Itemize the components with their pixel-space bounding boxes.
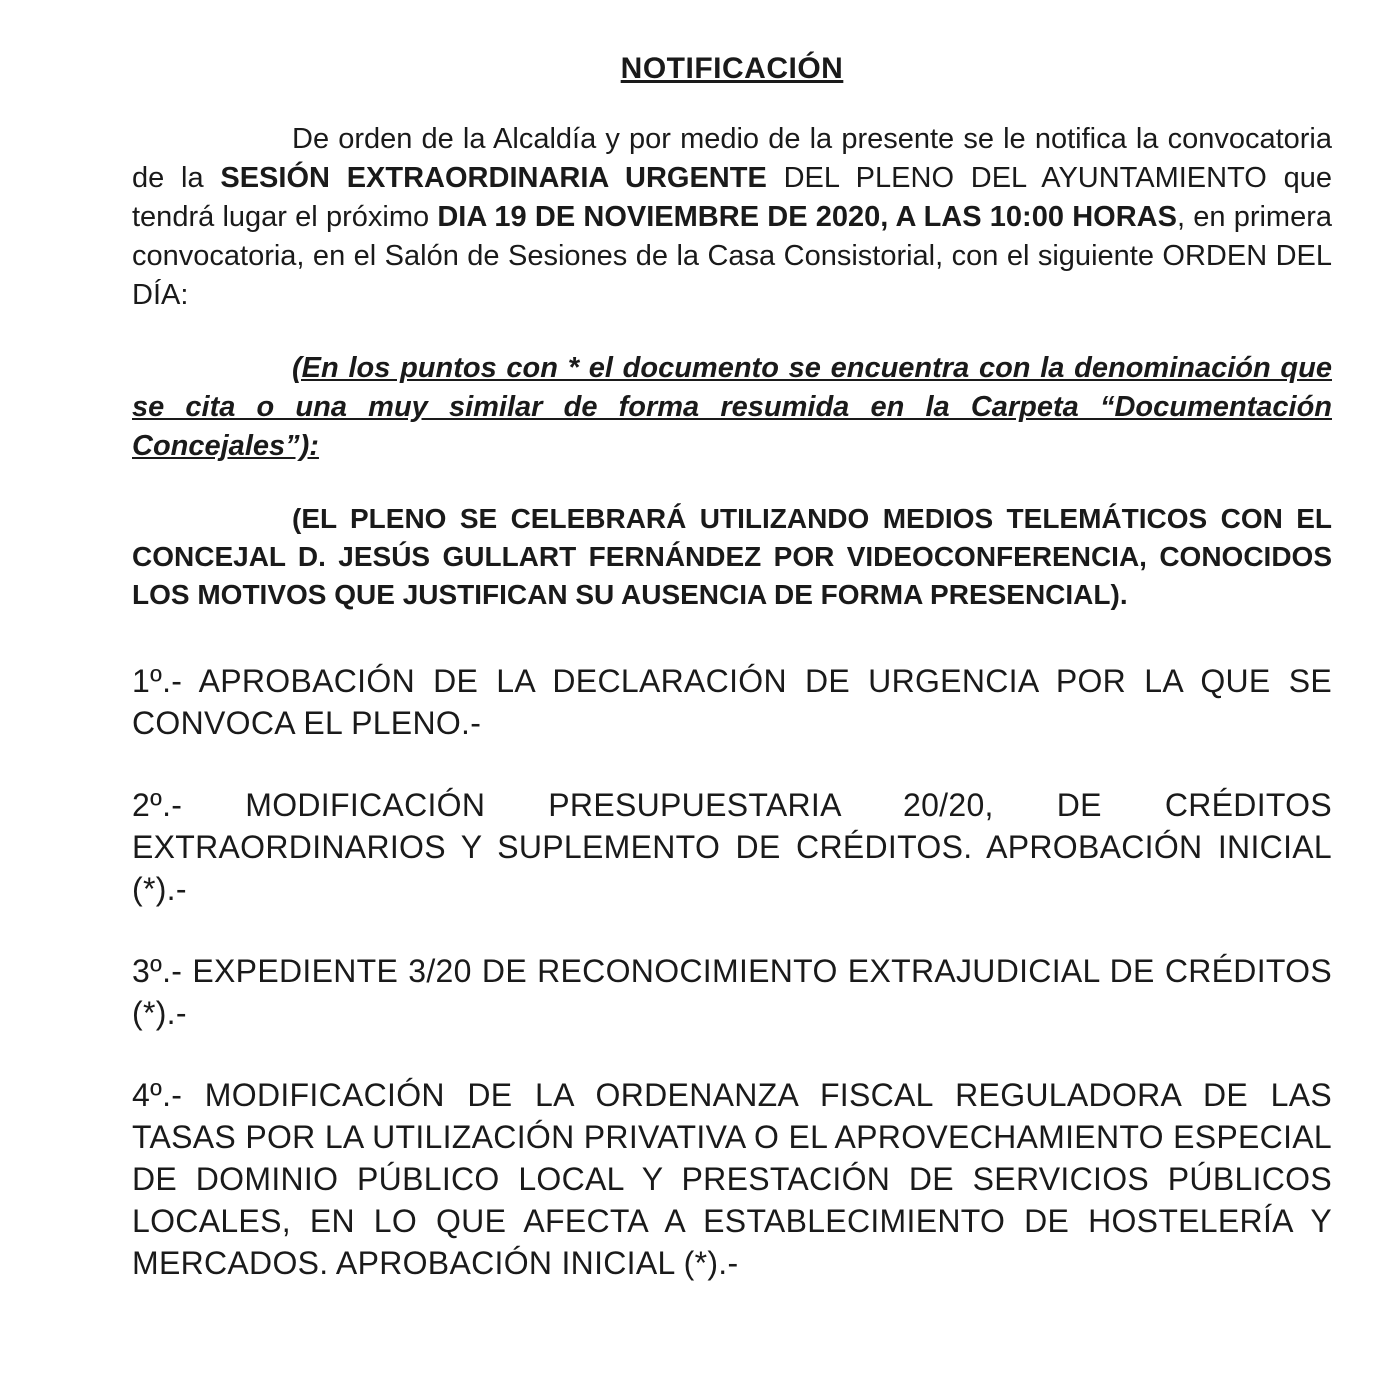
documents-note-text: (En los puntos con * el documento se encuentra con la denominación que se cita o una muy similar de forma resumida en la Carpeta “Documentación Concejales”): [132,352,1332,462]
intro-text-1: De orden de la Alcaldía y por medio de la presente se le notifica la convocatoria de la [132,123,1332,194]
agenda-item-1: 1º.- APROBACIÓN DE LA DECLARACIÓN DE URGENCIA POR LA QUE SE CONVOCA EL PLENO.- [132,663,1332,741]
session-type: SESIÓN EXTRAORDINARIA URGENTE [220,162,767,194]
document-page [132,52,1332,1324]
telematic-notice-text: (EL PLENO SE CELEBRARÁ UTILIZANDO MEDIOS TELEMÁTICOS CON EL CONCEJAL D. JESÚS GULLART FERNÁNDEZ POR VIDEOCONFERENCIA, CONOCIDOS LOS MOTIVOS QUE JUSTIFICAN SU AUSENCIA DE FORMA PRESENCIAL). [132,503,1332,610]
intro-text-3: , en primera convocatoria, en el Salón de Sesiones de la Casa Consistorial, con el siguiente ORDEN DEL DÍA: [132,201,1332,311]
session-date: DIA 19 DE NOVIEMBRE DE 2020, A LAS 10:00 HORAS [437,201,1177,233]
intro-paragraph [132,120,1332,315]
intro-text-2: DEL PLENO DEL AYUNTAMIENTO que tendrá lugar el próximo [132,162,1332,233]
telematic-notice [132,500,1332,614]
agenda-item-3: 3º.- EXPEDIENTE 3/20 DE RECONOCIMIENTO EXTRAJUDICIAL DE CRÉDITOS (*).- [132,953,1332,1031]
documents-note [132,349,1332,466]
document-title: NOTIFICACIÓN [620,52,844,85]
agenda-item-2: 2º.- MODIFICACIÓN PRESUPUESTARIA 20/20, DE CRÉDITOS EXTRAORDINARIOS Y SUPLEMENTO DE CRÉDITOS. APROBACIÓN INICIAL (*).- [132,787,1332,907]
agenda-item-4: 4º.- MODIFICACIÓN DE LA ORDENANZA FISCAL REGULADORA DE LAS TASAS POR LA UTILIZACIÓN PRIVATIVA O EL APROVECHAMIENTO ESPECIAL DE DOMINIO PÚBLICO LOCAL Y PRESTACIÓN DE SERVICIOS PÚBLICOS LOCALES, EN LO QUE AFECTA A ESTABLECIMIENTO DE HOSTELERÍA Y MERCADOS. APROBACIÓN INICIAL (*).- [132,1077,1332,1281]
